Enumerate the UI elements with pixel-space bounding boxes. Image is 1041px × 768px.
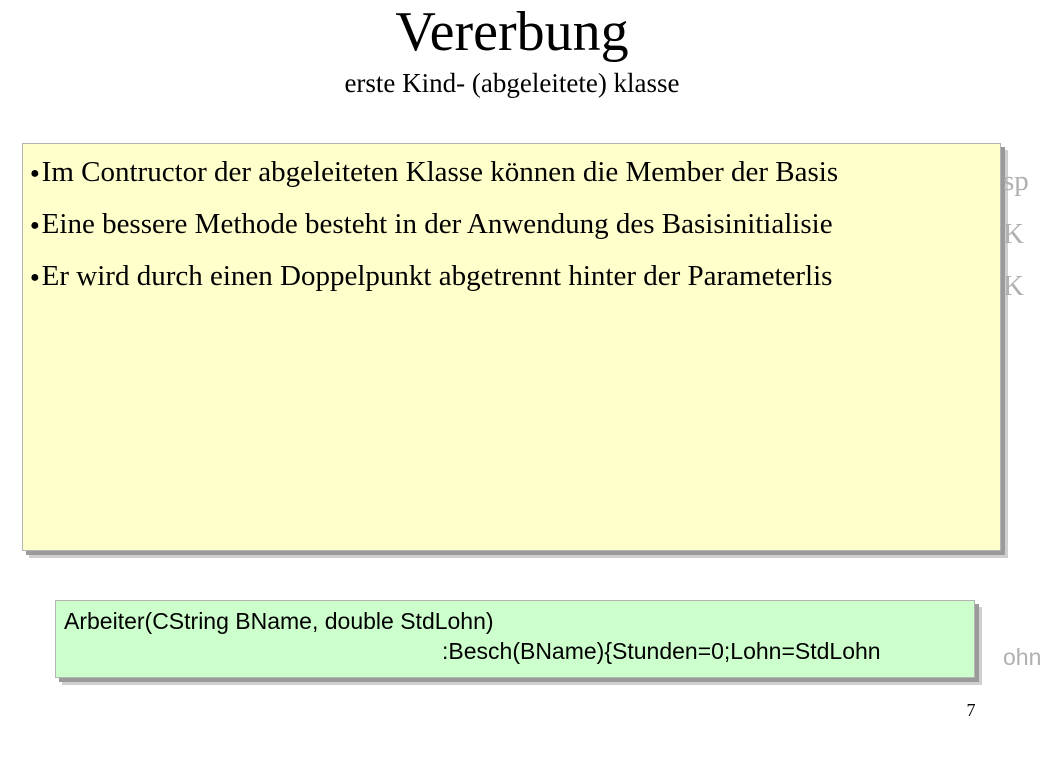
slide-subtitle: erste Kind- (abgeleitete) klasse bbox=[344, 68, 680, 98]
code-line: Arbeiter(CString BName, double StdLohn) bbox=[64, 608, 494, 634]
overflow-text-fragment: K bbox=[1003, 270, 1024, 302]
bullet-text: Eine bessere Methode besteht in der Anwendung des Basisinitialisie bbox=[41, 208, 833, 240]
list-item bbox=[30, 152, 1029, 204]
slide-title: Vererbung bbox=[395, 1, 629, 63]
code-line: :Besch(BName){Stunden=0;Lohn=StdLohn bbox=[442, 638, 881, 664]
bullet-list bbox=[30, 152, 1029, 352]
bullet-text: Er wird durch einen Doppelpunkt abgetrennt hinter der Parameterlis bbox=[41, 260, 833, 292]
code-block bbox=[64, 606, 1041, 676]
bullet-icon: ● bbox=[30, 217, 40, 235]
page-number: 7 bbox=[966, 700, 976, 720]
bullet-icon: ● bbox=[30, 165, 40, 183]
overflow-text-fragment: ohn bbox=[1003, 644, 1041, 670]
overflow-text-fragment: K bbox=[1003, 218, 1024, 250]
list-item bbox=[30, 256, 1024, 308]
list-item bbox=[30, 204, 1024, 256]
overflow-text-fragment: sp bbox=[1003, 165, 1029, 197]
bullet-text: Im Contructor der abgeleiteten Klasse können die Member der Basis bbox=[41, 156, 839, 188]
bullet-icon: ● bbox=[30, 269, 40, 287]
